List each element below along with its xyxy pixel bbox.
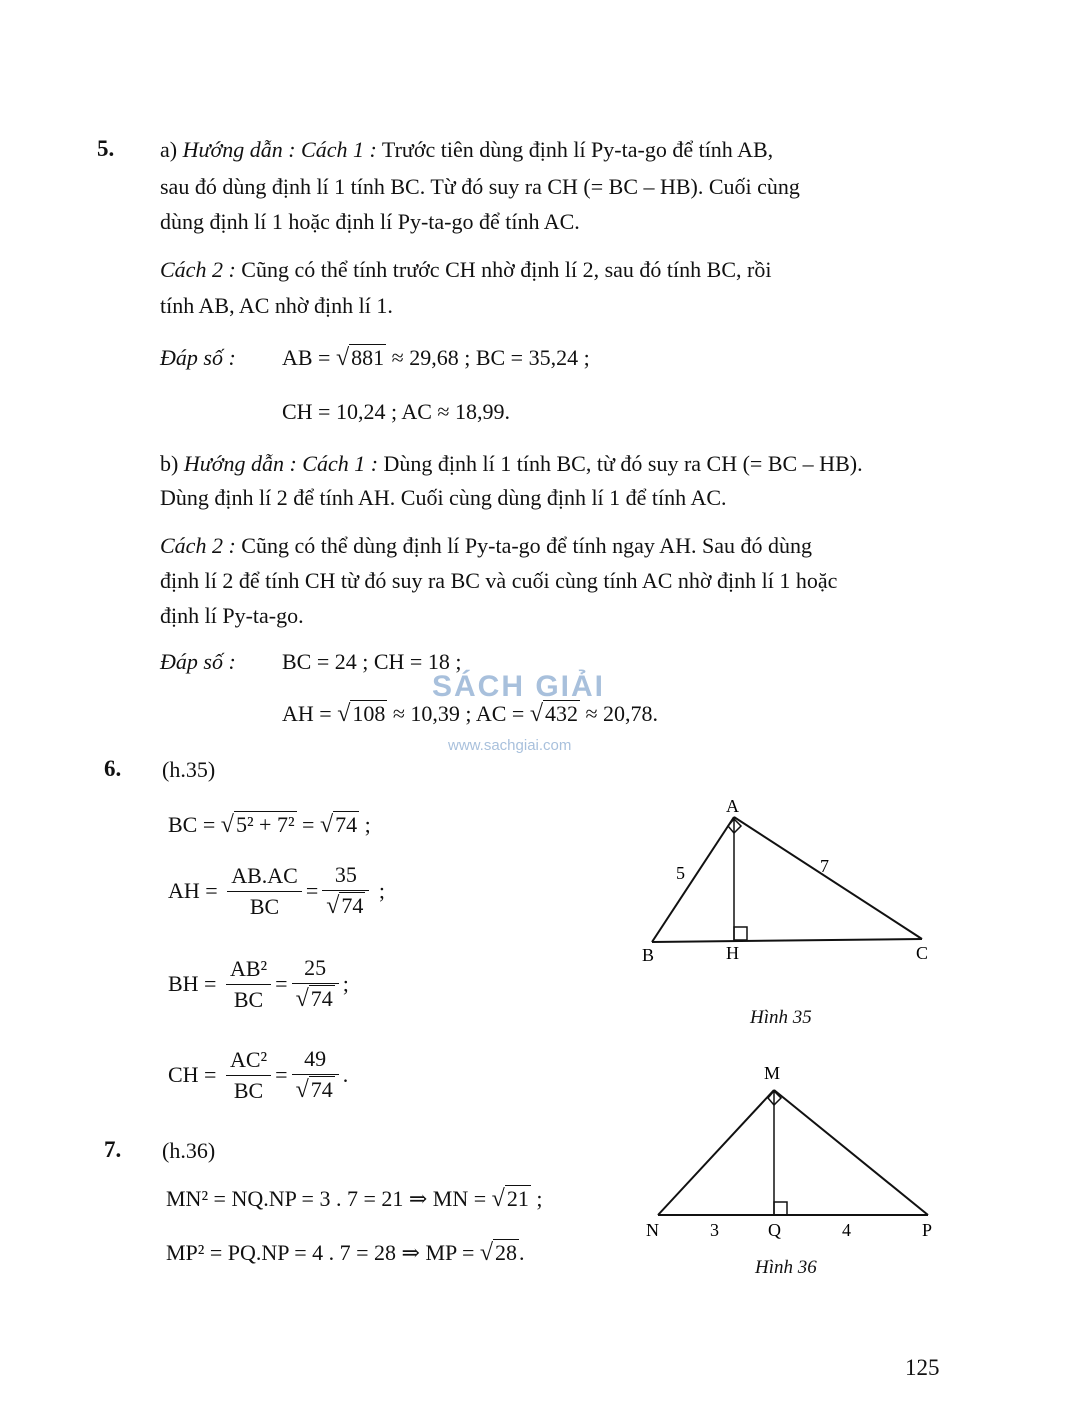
numerator: AC² <box>226 1047 271 1076</box>
sqrt-108: √108 <box>337 701 386 727</box>
p7-mn-text: MN² = NQ.NP = 3 . 7 = 21 ⇒ MN = <box>166 1186 492 1211</box>
denominator: BC <box>249 893 280 919</box>
p5b-ans2-pre: AH = <box>282 701 338 726</box>
p7-mn-radicand: 21 <box>506 1186 529 1211</box>
fraction <box>292 955 339 1013</box>
p5b-ans2-post: ≈ 20,78. <box>579 701 659 726</box>
p6-bc-pre: BC = <box>168 812 221 837</box>
p6-bh-pre: BH = <box>168 971 222 996</box>
numerator: AB.AC <box>227 863 302 892</box>
problem-7-number: 7. <box>104 1137 122 1162</box>
p5b-line1 <box>160 450 863 478</box>
answer-label-text: Đáp số : <box>160 345 236 370</box>
denominator: √74 <box>295 986 333 1012</box>
fraction <box>226 956 271 1013</box>
side-ab-label: 5 <box>676 863 685 883</box>
problem-5-number: 5. <box>97 136 115 161</box>
sqrt-74: √74 <box>319 812 358 838</box>
vertex-c-label: C <box>916 943 929 963</box>
problem-6-number: 6. <box>104 756 122 781</box>
p5a-prefix: a) <box>160 137 183 162</box>
p6-ch-post: . <box>342 1062 349 1087</box>
p5a-answer-1 <box>282 344 590 372</box>
fraction <box>292 1046 339 1104</box>
p5b-method2-label: Cách 2 : <box>160 533 236 558</box>
page-number: 125 <box>905 1355 940 1380</box>
p5a-answer-2: CH = 10,24 ; AC ≈ 18,99. <box>282 399 511 424</box>
p5b-radicand-1: 108 <box>352 701 386 726</box>
p6-bc-post: ; <box>359 812 371 837</box>
p5a-guide-label: Hướng dẫn : Cách 1 : <box>182 137 377 162</box>
sqrt-881: √881 <box>335 345 385 371</box>
p6-bh-post: ; <box>342 971 349 996</box>
p5a-line3: dùng định lí 1 hoặc định lí Py-ta-go để tính AC. <box>160 209 580 234</box>
p5a-method2-line2: tính AB, AC nhờ định lí 1. <box>160 293 393 318</box>
p5a-line1 <box>160 136 773 164</box>
figure-36-triangle <box>640 1060 950 1245</box>
p7-mn-equation <box>166 1186 542 1213</box>
denominator: √74 <box>326 893 364 919</box>
sqrt-432: √432 <box>529 701 578 727</box>
p5b-ans2-mid: ≈ 10,39 ; AC = <box>387 701 530 726</box>
vertex-p-label: P <box>922 1220 933 1240</box>
figure-35-triangle <box>630 795 950 970</box>
p7-ref: (h.36) <box>162 1138 216 1163</box>
vertex-b-label: B <box>642 945 655 965</box>
p5b-line2: Dùng định lí 2 để tính AH. Cuối cùng dùng định lí 1 để tính AC. <box>160 485 727 510</box>
p6-bh-equation: BH = $\frac{\text{AB²}}{BC}$ = $\frac{25}{√74}$ ; <box>168 955 349 1012</box>
fraction <box>227 863 302 920</box>
p5b-answer-label <box>160 648 236 676</box>
answer-label-text: Đáp số : <box>160 649 236 674</box>
p6-ch-equation: CH = $\frac{\text{AC²}}{BC}$ = $\frac{49}{√74}$ . <box>168 1046 349 1103</box>
p5a-line2: sau đó dùng định lí 1 tính BC. Từ đó suy ra CH (= BC – HB). Cuối cùng <box>160 174 800 199</box>
numerator: AB² <box>226 956 271 985</box>
radicand: 74 <box>310 1077 333 1102</box>
vertex-m-label: M <box>764 1063 781 1083</box>
p5a-answer-label <box>160 344 236 372</box>
p5b-method2-text: Cũng có thể dùng định lí Py-ta-go để tính ngay AH. Sau đó dùng <box>235 533 812 558</box>
vertex-h-label: H <box>726 943 739 963</box>
p6-ah-post: ; <box>373 878 386 903</box>
p5a-ans1-radicand: 881 <box>351 345 385 370</box>
p5b-radicand-2: 432 <box>544 701 578 726</box>
p6-bc-radicand-2: 74 <box>335 812 358 837</box>
p6-bc-equation <box>168 812 371 839</box>
p7-mp-equation <box>166 1240 525 1267</box>
p6-ref: (h.35) <box>162 757 216 782</box>
p5b-method2 <box>160 532 812 560</box>
vertex-a-label: A <box>726 796 739 816</box>
p5b-guide-label: Hướng dẫn : Cách 1 : <box>183 451 379 476</box>
radicand: 74 <box>310 986 333 1011</box>
figure-36-caption: Hình 36 <box>755 1257 817 1278</box>
segment-qp-label: 4 <box>842 1220 851 1240</box>
p5b-answer-1: BC = 24 ; CH = 18 ; <box>282 649 462 674</box>
p7-mp-text: MP² = PQ.NP = 4 . 7 = 28 ⇒ MP = <box>166 1240 480 1265</box>
vertex-n-label: N <box>646 1220 659 1240</box>
p6-ah-pre: AH = <box>168 878 224 903</box>
sqrt-28: √28 <box>479 1240 518 1266</box>
radicand: 74 <box>341 893 364 918</box>
p5a-method2-text: Cũng có thể tính trước CH nhờ định lí 2, sau đó tính BC, rồi <box>235 257 772 282</box>
denominator: BC <box>233 986 264 1012</box>
vertex-q-label: Q <box>768 1220 781 1240</box>
fraction <box>322 862 369 920</box>
p7-mn-post: ; <box>530 1186 543 1211</box>
denominator: √74 <box>295 1077 333 1103</box>
fraction <box>226 1047 271 1104</box>
p6-ch-pre: CH = <box>168 1062 222 1087</box>
p5a-ans1-pre: AB = <box>282 345 336 370</box>
denominator: BC <box>233 1077 264 1103</box>
p5a-method2 <box>160 256 771 284</box>
sqrt-21: √21 <box>491 1186 529 1212</box>
numerator: 49 <box>292 1046 339 1075</box>
sqrt-sum: √5² + 7² <box>220 812 295 838</box>
p5b-prefix: b) <box>160 451 184 476</box>
p5b-line1-text: Dùng định lí 1 tính BC, từ đó suy ra CH (= BC – HB). <box>378 451 863 476</box>
p6-bc-mid: = <box>296 812 320 837</box>
p5a-ans1-post: ≈ 29,68 ; BC = 35,24 ; <box>386 345 590 370</box>
side-ac-label: 7 <box>820 856 829 876</box>
p5b-answer-2 <box>282 700 658 728</box>
figure-35-caption: Hình 35 <box>750 1007 812 1028</box>
p5b-method2-line2: định lí 2 để tính CH từ đó suy ra BC và cuối cùng tính AC nhờ định lí 1 hoặc <box>160 568 838 593</box>
p5a-method2-label: Cách 2 : <box>160 257 236 282</box>
p5a-line1-text: Trước tiên dùng định lí Py-ta-go để tính AB, <box>376 137 774 162</box>
p7-mp-radicand: 28 <box>495 1240 518 1265</box>
numerator: 25 <box>292 955 339 984</box>
p7-mp-post: . <box>519 1240 525 1265</box>
watermark-brand: SÁCH GIẢI <box>432 670 606 703</box>
p6-bc-radicand: 5² + 7² <box>235 812 295 837</box>
p6-ah-equation: AH = $\frac{AB.AC}{BC}$ = $\frac{35}{√74}$ ; <box>168 862 386 919</box>
segment-nq-label: 3 <box>710 1220 719 1240</box>
p5b-method2-line3: định lí Py-ta-go. <box>160 603 304 628</box>
numerator: 35 <box>322 862 369 891</box>
watermark-url: www.sachgiai.com <box>448 737 572 754</box>
